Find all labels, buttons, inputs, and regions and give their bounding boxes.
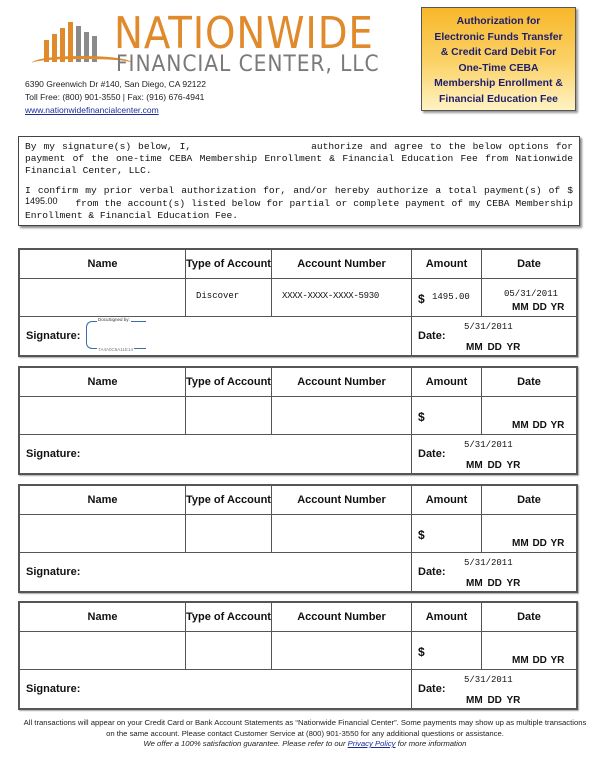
dollar-sign: $ [418,528,425,542]
signature-row [20,317,576,355]
logo-company-name: NATIONWIDE [114,8,374,59]
date-format-hint: MM DD YR [512,420,565,431]
signature-label: Signature: [26,330,81,342]
form-title-line: Authorization for [456,16,541,27]
amount-field[interactable] [412,397,482,434]
date-field[interactable] [482,632,576,669]
header-type-of-account: Type of Account [186,368,272,396]
signature-date-field[interactable] [412,553,576,591]
auth-text: authorize and agree to the below options for payment of the one-time CEBA Membership Enrollment & Financial Education Fee from Nationwide Financial Center, LLC. [25,141,579,176]
form-title-line: Financial Education Fee [439,93,558,105]
date-field[interactable] [482,397,576,434]
header-date: Date [517,258,541,270]
table-row [20,279,576,317]
header-type-of-account: Type of Account [186,603,272,631]
signature-date-label: Date: [418,448,446,460]
docusign-header: DocuSigned by: [98,317,130,322]
form-title-line: Electronic Funds Transfer [434,31,563,43]
company-website-link[interactable]: www.nationwidefinancialcenter.com [25,105,159,115]
date-format-hint: MM DD YR [466,342,521,353]
docusign-signature-stamp [86,317,146,352]
date-format-hint: MM DD YR [512,302,565,313]
table-header-row [20,250,576,279]
footer-guarantee [20,739,590,750]
account-type-field[interactable] [186,632,272,669]
header-account-number: Account Number [272,603,412,631]
signature-row [20,553,576,591]
signature-date-label: Date: [418,683,446,695]
guarantee-text: We offer a 100% satisfaction guarantee. Please refer to our [143,739,346,748]
header-date: Date [517,376,541,388]
name-field[interactable] [20,632,186,669]
table-header-row [20,368,576,397]
form-title-line: Membership Enrollment & [434,78,563,89]
account-number-field[interactable] [272,397,412,434]
header-account-number: Account Number [272,486,412,514]
payment-table [18,484,578,593]
company-phone-fax: Toll Free: (800) 901-3550 | Fax: (916) 676-4941 [25,92,205,102]
signature-field[interactable] [20,670,412,708]
payment-table [18,248,578,357]
header-type-of-account: Type of Account [186,486,272,514]
signature-date-value: 5/31/2011 [464,322,513,332]
date-format-hint: MM DD YR [466,578,521,589]
signature-label: Signature: [26,566,81,578]
account-number-field[interactable] [272,515,412,552]
date-format-hint: MM DD YR [512,655,565,666]
form-title-box [421,7,576,111]
table-header-row [20,603,576,632]
payment-table [18,366,578,475]
signature-field[interactable] [20,553,412,591]
account-number-field[interactable] [272,279,412,316]
footer-disclaimer: All transactions will appear on your Credit Card or Bank Account Statements as “Nationwide Financial Center”. Some payments may show up as multiple transactions on the same account. Please contact Customer Service at (800) 901-3550 for any additional questions or assistance. [23,718,587,738]
header-amount: Amount [412,603,482,631]
signature-field[interactable] [20,317,412,355]
signature-field[interactable] [20,435,412,473]
payment-table [18,601,578,710]
header-name: Name [20,603,186,631]
table-row [20,397,576,435]
dollar-sign: $ [418,292,425,306]
form-title-line: & Credit Card Debit For [440,47,557,58]
header-account-number: Account Number [272,368,412,396]
company-logo [30,8,410,77]
header-date: Date [517,494,541,506]
docusign-id: 7A4A0C5A11E14 [98,347,133,352]
signature-date-field[interactable] [412,670,576,708]
auth-text: I confirm my prior verbal authorization for, and/or hereby authorize a total payment(s) of $ [25,185,573,196]
authorization-statement [18,136,580,226]
date-field[interactable] [482,515,576,552]
name-field[interactable] [20,279,186,316]
account-type-field[interactable] [186,397,272,434]
header-name: Name [20,368,186,396]
signature-row [20,670,576,708]
signature-date-value: 5/31/2011 [464,558,513,568]
company-contact [25,78,206,117]
header-amount: Amount [412,250,482,278]
account-number-field[interactable] [272,632,412,669]
header-type-of-account: Type of Account [186,250,272,278]
amount-field[interactable] [412,279,482,316]
date-format-hint: MM DD YR [466,460,521,471]
header-name: Name [20,250,186,278]
amount-field[interactable] [412,632,482,669]
account-type-field[interactable] [186,515,272,552]
dollar-sign: $ [418,410,425,424]
privacy-policy-link[interactable]: Privacy Policy [347,739,396,748]
authorization-paragraph-2 [25,185,579,222]
signature-label: Signature: [26,448,81,460]
date-format-hint: MM DD YR [466,695,521,706]
table-row [20,515,576,553]
signature-date-label: Date: [418,330,446,342]
footer [20,718,590,750]
amount-field[interactable] [412,515,482,552]
signature-row [20,435,576,473]
header-amount: Amount [412,486,482,514]
form-title-line: One-Time CEBA [458,62,539,74]
name-field[interactable] [20,397,186,434]
auth-text: By my signature(s) below, I, [25,141,192,152]
signature-date-value: 5/31/2011 [464,675,513,685]
header-name: Name [20,486,186,514]
amount-value: 1495.00 [432,292,470,302]
signature-date-field[interactable] [412,317,576,355]
account-type-value: Discover [196,291,240,301]
header-date: Date [517,611,541,623]
table-row [20,632,576,670]
header-amount: Amount [412,368,482,396]
dollar-sign: $ [418,645,425,659]
signature-date-value: 5/31/2011 [464,440,513,450]
account-type-field[interactable] [186,279,272,316]
authorization-paragraph-1 [25,141,579,177]
account-number-value: XXXX-XXXX-XXXX-5930 [282,291,379,301]
guarantee-text: for more information [397,739,467,748]
auth-text: from the account(s) listed below for partial or complete payment of my CEBA Membership Enrollment & Financial Education Fee. [25,198,579,221]
signature-label: Signature: [26,683,81,695]
signature-date-label: Date: [418,566,446,578]
company-address: 6390 Greenwich Dr #140, San Diego, CA 92122 [25,79,206,89]
header-account-number: Account Number [272,250,412,278]
name-field[interactable] [20,515,186,552]
table-header-row [20,486,576,515]
logo-company-subtitle: FINANCIAL CENTER, LLC [116,52,380,77]
total-amount-field[interactable]: 1495.00 [25,196,58,206]
date-format-hint: MM DD YR [512,538,565,549]
date-value: 05/31/2011 [504,289,559,299]
date-field[interactable] [482,279,576,316]
signature-date-field[interactable] [412,435,576,473]
